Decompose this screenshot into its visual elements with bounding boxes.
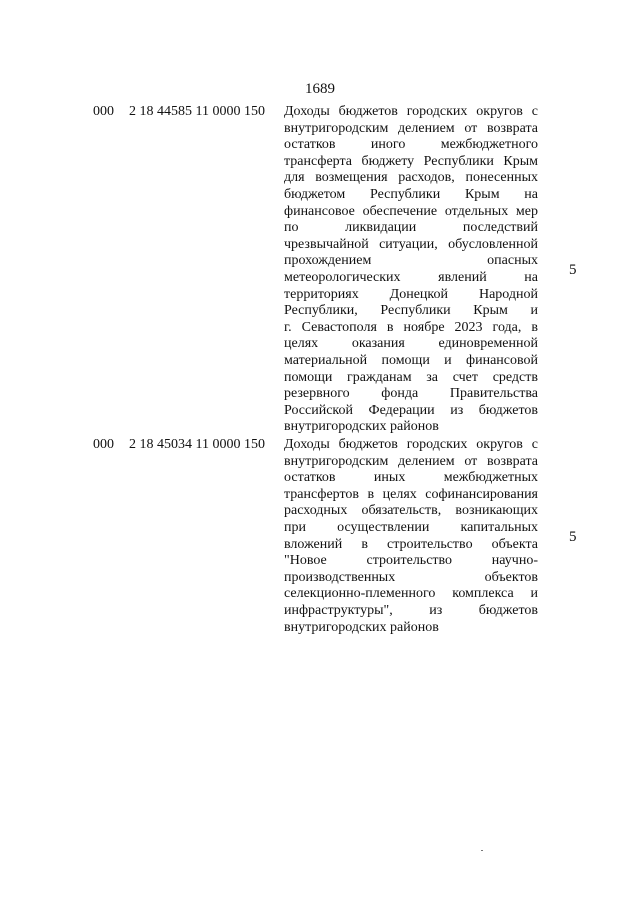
description-line: Республики, Республики Крым и	[284, 303, 538, 319]
description-line: бюджетом Республики Крым на	[284, 186, 538, 202]
amount: 5	[569, 529, 577, 545]
description-line: прохождением опасных	[284, 253, 538, 269]
admin-code: 000	[93, 104, 114, 119]
amount: 5	[569, 262, 577, 278]
description-line: "Новое строительство научно-	[284, 553, 538, 569]
description-line: селекционно-племенного комплекса и	[284, 586, 538, 602]
description-line: чрезвычайной ситуации, обусловленной	[284, 236, 538, 252]
description-line: расходных обязательств, возникающих	[284, 503, 538, 519]
kbk-code: 2 18 45034 11 0000 150	[129, 437, 265, 452]
admin-code: 000	[93, 437, 114, 452]
income-description	[284, 104, 538, 436]
description-line: внутригородским делением от возврата	[284, 453, 538, 469]
description-line: материальной помощи и финансовой	[284, 352, 538, 368]
description-line: финансовое обеспечение отдельных мер	[284, 203, 538, 219]
description-line: трансферта бюджету Республики Крым	[284, 153, 538, 169]
kbk-code: 2 18 44585 11 0000 150	[129, 104, 265, 119]
scan-speck	[481, 850, 483, 851]
description-line: производственных объектов	[284, 569, 538, 585]
description-line: при осуществлении капитальных	[284, 519, 538, 535]
description-line: помощи гражданам за счет средств	[284, 369, 538, 385]
description-line: внутригородским делением от возврата	[284, 120, 538, 136]
description-line: по ликвидации последствий	[284, 220, 538, 236]
description-line: для возмещения расходов, понесенных	[284, 170, 538, 186]
description-line: Доходы бюджетов городских округов с	[284, 104, 538, 119]
description-line: остатков иных межбюджетных	[284, 470, 538, 486]
description-line: метеорологических явлений на	[284, 269, 538, 285]
description-line: внутригородских районов	[284, 419, 439, 435]
income-description	[284, 437, 538, 636]
description-line: резервного фонда Правительства	[284, 386, 538, 402]
description-line: Доходы бюджетов городских округов с	[284, 437, 538, 452]
description-line: целях оказания единовременной	[284, 336, 538, 352]
description-line: вложений в строительство объекта	[284, 536, 538, 552]
description-line: Российской Федерации из бюджетов	[284, 402, 538, 418]
description-line: внутригородских районов	[284, 619, 439, 635]
description-line: остатков иного межбюджетного	[284, 137, 538, 153]
description-line: г. Севастополя в ноябре 2023 года, в	[284, 319, 538, 335]
description-line: инфраструктуры", из бюджетов	[284, 602, 538, 618]
description-line: трансфертов в целях софинансирования	[284, 486, 538, 502]
description-line: территориях Донецкой Народной	[284, 286, 538, 302]
page-number: 1689	[305, 81, 335, 97]
